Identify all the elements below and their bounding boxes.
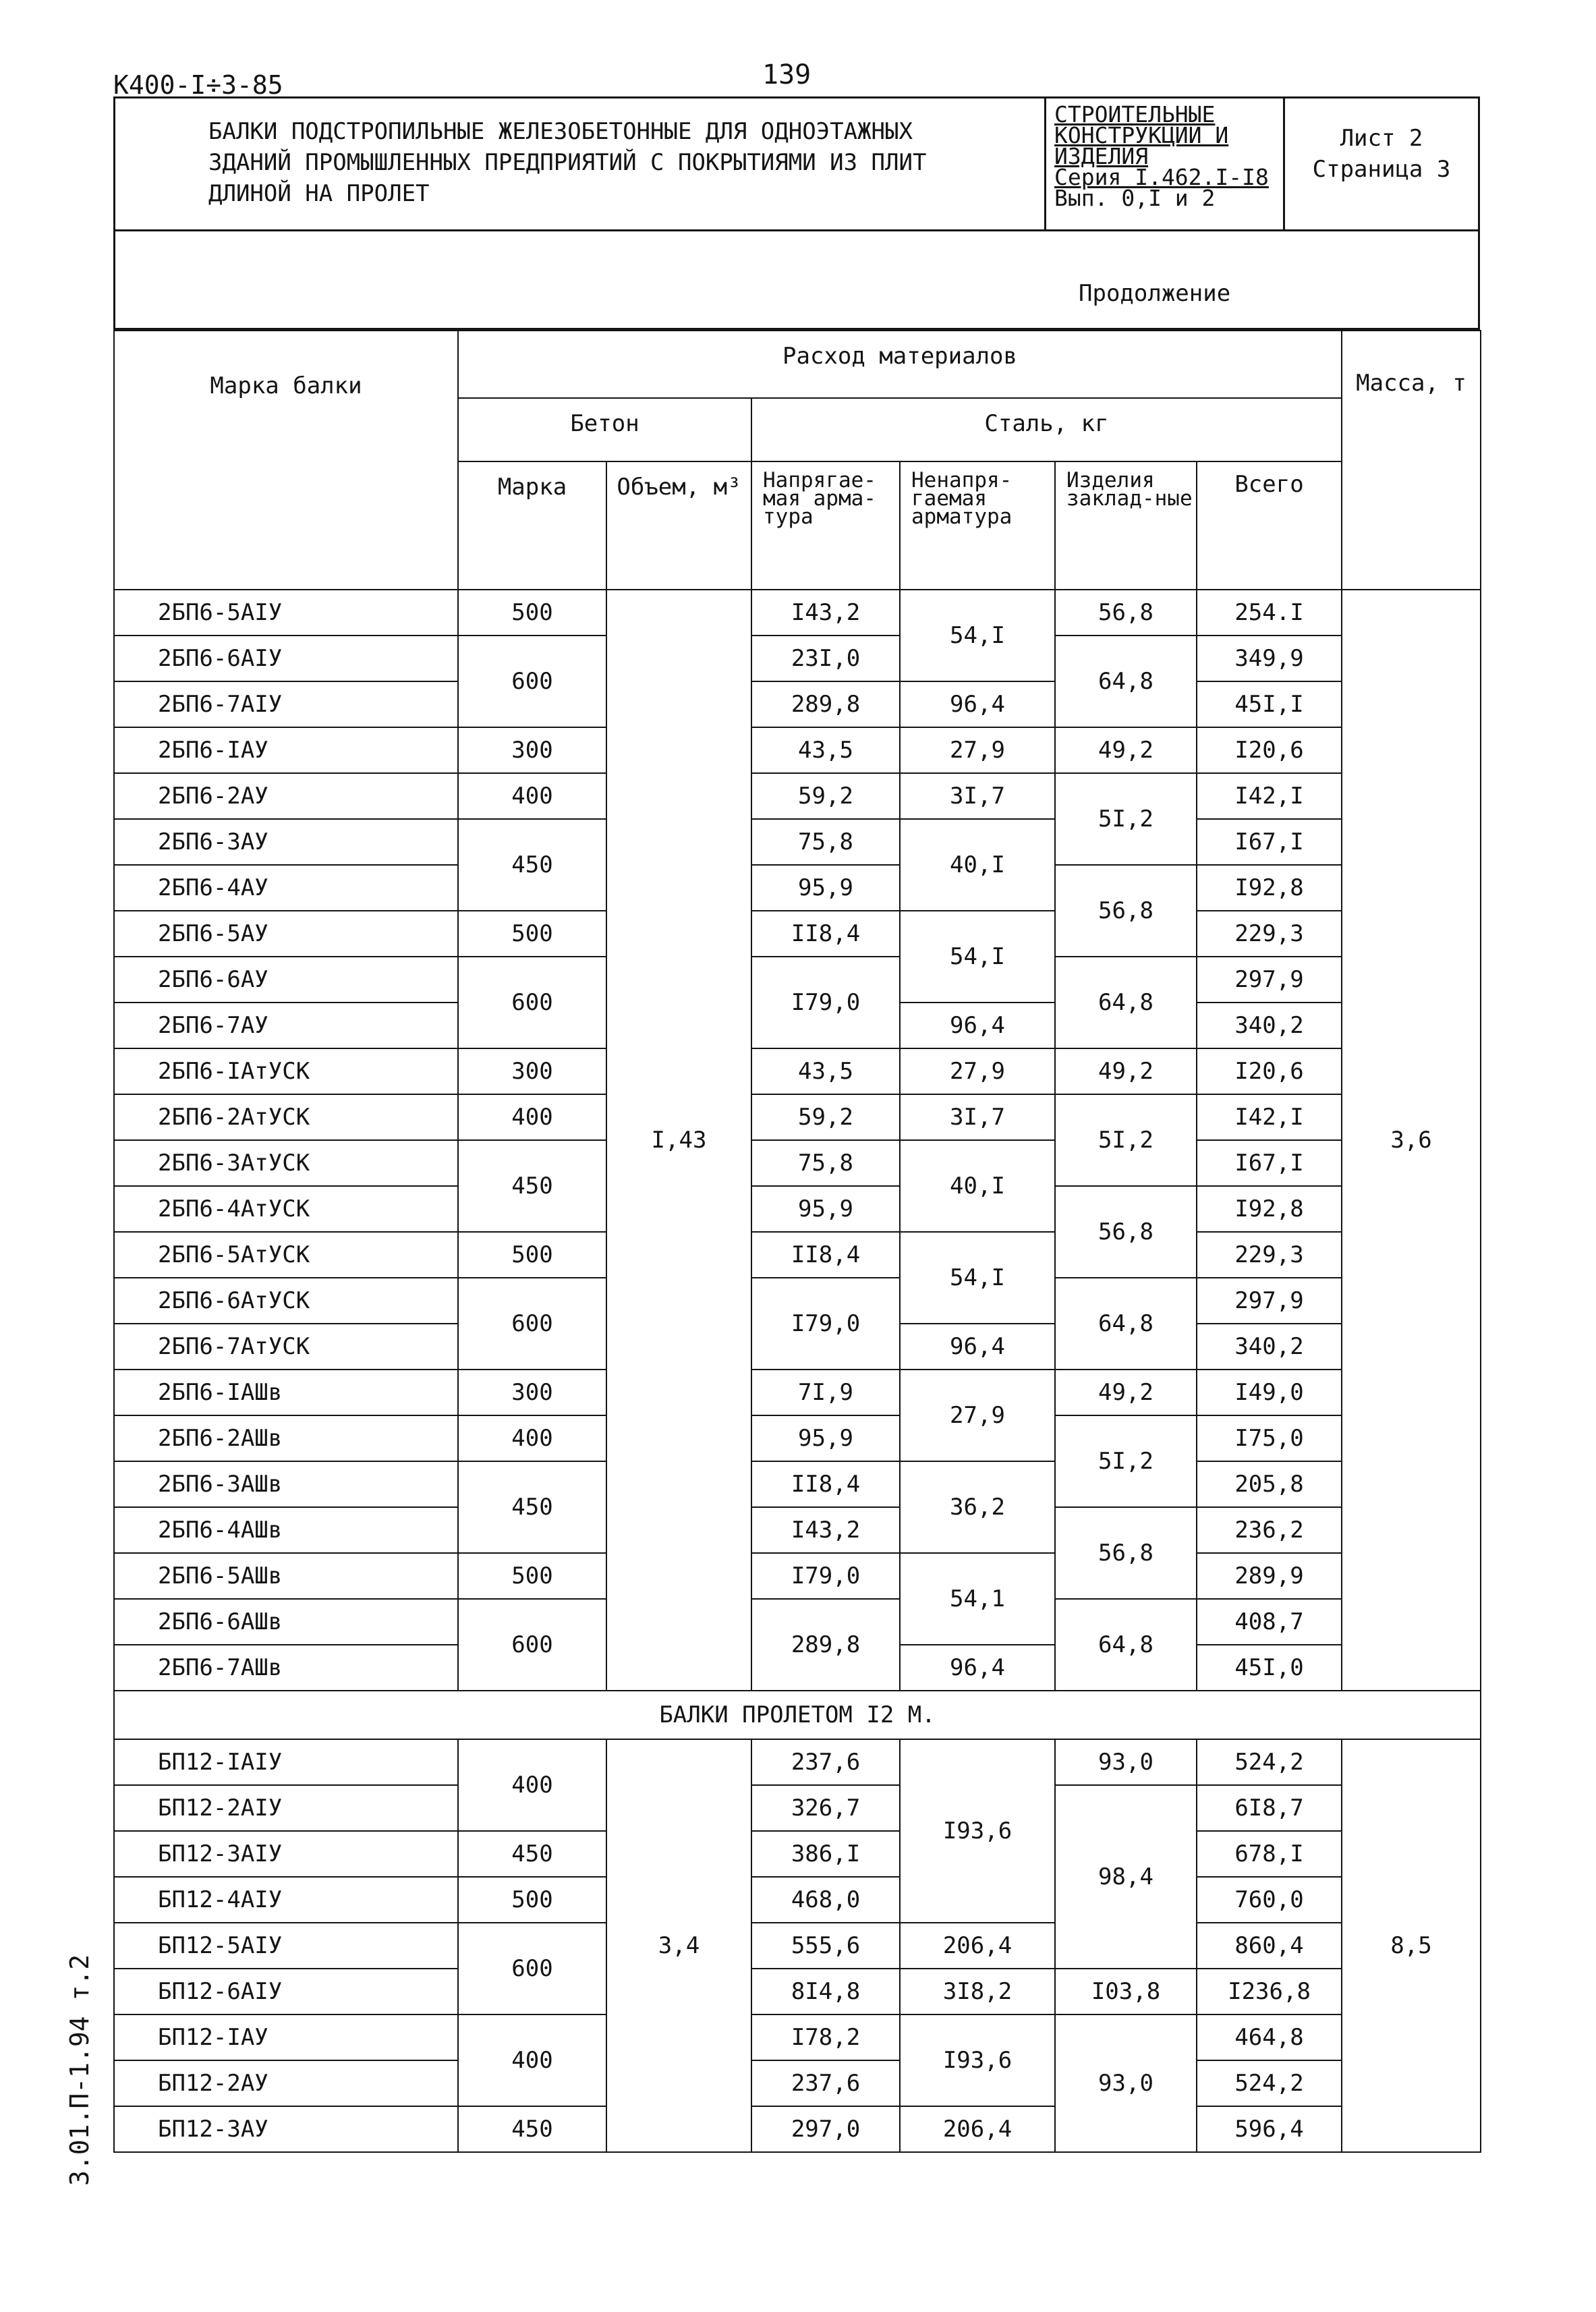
non-prestressed-steel: 96,4 bbox=[900, 681, 1055, 727]
section-row bbox=[114, 1691, 1481, 1739]
header-materials: Расход материалов bbox=[458, 331, 1342, 398]
concrete-grade: 500 bbox=[458, 1553, 606, 1599]
total-steel: 860,4 bbox=[1197, 1923, 1342, 1969]
non-prestressed-steel: 3I,7 bbox=[900, 773, 1055, 819]
total-steel: I92,8 bbox=[1197, 1186, 1342, 1232]
table-row bbox=[114, 681, 1481, 727]
total-steel: 297,9 bbox=[1197, 957, 1342, 1003]
sheet-number: Лист 2 bbox=[1340, 125, 1423, 152]
prestressed-steel: I43,2 bbox=[751, 590, 900, 636]
embedded-steel: 49,2 bbox=[1055, 727, 1197, 773]
table-row bbox=[114, 1370, 1481, 1415]
beam-mark: 2БП6-5АШв bbox=[114, 1553, 458, 1599]
non-prestressed-steel: 54,1 bbox=[900, 1553, 1055, 1645]
beam-mark: 2БП6-5АтУСК bbox=[114, 1232, 458, 1278]
table-row bbox=[114, 1785, 1481, 1831]
total-steel: 229,3 bbox=[1197, 911, 1342, 957]
header-beam-mark: Марка балки bbox=[114, 331, 458, 590]
embedded-steel: 49,2 bbox=[1055, 1370, 1197, 1415]
concrete-grade: 300 bbox=[458, 727, 606, 773]
section-title-12m: БАЛКИ ПРОЛЕТОМ I2 М. bbox=[114, 1691, 1481, 1739]
beam-mass: 3,6 bbox=[1342, 590, 1481, 1691]
beam-mark: 2БП6-7АтУСК bbox=[114, 1324, 458, 1370]
total-steel: 236,2 bbox=[1197, 1507, 1342, 1553]
total-steel: I75,0 bbox=[1197, 1415, 1342, 1461]
prestressed-steel: I43,2 bbox=[751, 1507, 900, 1553]
concrete-grade: 600 bbox=[458, 957, 606, 1048]
beam-mark: БП12-3АIУ bbox=[114, 1831, 458, 1877]
beam-mark: 2БП6-7АIУ bbox=[114, 681, 458, 727]
header-concrete: Бетон bbox=[458, 398, 751, 461]
prestressed-steel: I78,2 bbox=[751, 2014, 900, 2060]
beam-mark: 2БП6-4АтУСК bbox=[114, 1186, 458, 1232]
embedded-steel: 64,8 bbox=[1055, 636, 1197, 727]
table-row bbox=[114, 1923, 1481, 1969]
total-steel: 229,3 bbox=[1197, 1232, 1342, 1278]
concrete-volume: I,43 bbox=[606, 590, 751, 1691]
header-mass: Масса, т bbox=[1342, 331, 1481, 590]
non-prestressed-steel: 54,I bbox=[900, 590, 1055, 681]
prestressed-steel: 95,9 bbox=[751, 865, 900, 911]
prestressed-steel: I79,0 bbox=[751, 1553, 900, 1599]
concrete-grade: 300 bbox=[458, 1370, 606, 1415]
page-number: 139 bbox=[762, 59, 811, 90]
series-line: КОНСТРУКЦИИ И bbox=[1054, 122, 1229, 148]
non-prestressed-steel: 27,9 bbox=[900, 1048, 1055, 1094]
page-label: Страница 3 bbox=[1312, 156, 1451, 183]
concrete-grade: 450 bbox=[458, 2106, 606, 2152]
total-steel: 408,7 bbox=[1197, 1599, 1342, 1645]
concrete-grade: 600 bbox=[458, 1278, 606, 1370]
prestressed-steel: 95,9 bbox=[751, 1415, 900, 1461]
beam-mark: 2БП6-IАУ bbox=[114, 727, 458, 773]
total-steel: 45I,I bbox=[1197, 681, 1342, 727]
beam-mark: БП12-2АУ bbox=[114, 2060, 458, 2106]
non-prestressed-steel: 40,I bbox=[900, 1140, 1055, 1232]
prestressed-steel: I79,0 bbox=[751, 1278, 900, 1370]
non-prestressed-steel: I93,6 bbox=[900, 2014, 1055, 2106]
beam-mark: 2БП6-7АУ bbox=[114, 1003, 458, 1048]
prestressed-steel: 59,2 bbox=[751, 1094, 900, 1140]
total-steel: I42,I bbox=[1197, 773, 1342, 819]
non-prestressed-steel: 3I,7 bbox=[900, 1094, 1055, 1140]
beam-mark: БП12-4АIУ bbox=[114, 1877, 458, 1923]
concrete-grade: 400 bbox=[458, 773, 606, 819]
embedded-steel: I03,8 bbox=[1055, 1969, 1197, 2014]
beam-mark: 2БП6-4АУ bbox=[114, 865, 458, 911]
non-prestressed-steel: 40,I bbox=[900, 819, 1055, 911]
concrete-grade: 500 bbox=[458, 911, 606, 957]
non-prestressed-steel: 27,9 bbox=[900, 727, 1055, 773]
prestressed-steel: 75,8 bbox=[751, 1140, 900, 1186]
beam-mark: 2БП6-6АIУ bbox=[114, 636, 458, 681]
table-row bbox=[114, 2060, 1481, 2106]
table-row bbox=[114, 1877, 1481, 1923]
total-steel: 45I,0 bbox=[1197, 1645, 1342, 1691]
table-row bbox=[114, 1140, 1481, 1186]
non-prestressed-steel: 36,2 bbox=[900, 1461, 1055, 1553]
prestressed-steel: 297,0 bbox=[751, 2106, 900, 2152]
embedded-steel: 93,0 bbox=[1055, 1739, 1197, 1785]
header-prestressed: Напрягае-мая арма-тура bbox=[751, 461, 900, 590]
beam-mark: 2БП6-2АШв bbox=[114, 1415, 458, 1461]
table-row bbox=[114, 1553, 1481, 1599]
table-row bbox=[114, 2014, 1481, 2060]
header-concrete-grade: Марка bbox=[458, 461, 606, 590]
document-title bbox=[115, 98, 1046, 229]
table-row bbox=[114, 1094, 1481, 1140]
non-prestressed-steel: 96,4 bbox=[900, 1645, 1055, 1691]
prestressed-steel: 237,6 bbox=[751, 1739, 900, 1785]
total-steel: 340,2 bbox=[1197, 1003, 1342, 1048]
prestressed-steel: 237,6 bbox=[751, 2060, 900, 2106]
title-line: ДЛИНОЙ НА ПРОЛЕТ bbox=[208, 180, 430, 207]
total-steel: I20,6 bbox=[1197, 1048, 1342, 1094]
side-document-code: 3.01.П-1.94 т.2 bbox=[65, 1954, 94, 2186]
total-steel: 6I8,7 bbox=[1197, 1785, 1342, 1831]
beam-mark: БП12-IАIУ bbox=[114, 1739, 458, 1785]
prestressed-steel: II8,4 bbox=[751, 911, 900, 957]
header-volume: Объем, м³ bbox=[606, 461, 751, 590]
total-steel: 297,9 bbox=[1197, 1278, 1342, 1324]
table-row bbox=[114, 1599, 1481, 1645]
concrete-volume: 3,4 bbox=[606, 1739, 751, 2152]
materials-table bbox=[113, 330, 1480, 2153]
header-embedded: Изделия заклад-ные bbox=[1055, 461, 1197, 590]
prestressed-steel: 59,2 bbox=[751, 773, 900, 819]
continuation-label: Продолжение bbox=[1079, 280, 1231, 307]
prestressed-steel: 468,0 bbox=[751, 1877, 900, 1923]
prestressed-steel: 23I,0 bbox=[751, 636, 900, 681]
embedded-steel: 5I,2 bbox=[1055, 1094, 1197, 1186]
prestressed-steel: 289,8 bbox=[751, 681, 900, 727]
concrete-grade: 450 bbox=[458, 1140, 606, 1232]
total-steel: I67,I bbox=[1197, 819, 1342, 865]
concrete-grade: 600 bbox=[458, 1923, 606, 2014]
prestressed-steel: 43,5 bbox=[751, 727, 900, 773]
non-prestressed-steel: I93,6 bbox=[900, 1739, 1055, 1923]
embedded-steel: 49,2 bbox=[1055, 1048, 1197, 1094]
non-prestressed-steel: 3I8,2 bbox=[900, 1969, 1055, 2014]
total-steel: 524,2 bbox=[1197, 2060, 1342, 2106]
series-info bbox=[1046, 98, 1285, 229]
prestressed-steel: 8I4,8 bbox=[751, 1969, 900, 2014]
concrete-grade: 450 bbox=[458, 1461, 606, 1553]
prestressed-steel: II8,4 bbox=[751, 1232, 900, 1278]
prestressed-steel: II8,4 bbox=[751, 1461, 900, 1507]
total-steel: 349,9 bbox=[1197, 636, 1342, 681]
concrete-grade: 600 bbox=[458, 636, 606, 727]
table-row bbox=[114, 1831, 1481, 1877]
header-non-prestressed: Ненапря-гаемая арматура bbox=[900, 461, 1055, 590]
concrete-grade: 450 bbox=[458, 819, 606, 911]
embedded-steel: 98,4 bbox=[1055, 1785, 1197, 1969]
prestressed-steel: 43,5 bbox=[751, 1048, 900, 1094]
non-prestressed-steel: 96,4 bbox=[900, 1003, 1055, 1048]
beam-mark: 2БП6-6АШв bbox=[114, 1599, 458, 1645]
total-steel: I92,8 bbox=[1197, 865, 1342, 911]
title-line: ЗДАНИЙ ПРОМЫШЛЕННЫХ ПРЕДПРИЯТИЙ С ПОКРЫТИЯМИ ИЗ ПЛИТ bbox=[208, 149, 927, 176]
embedded-steel: 56,8 bbox=[1055, 590, 1197, 636]
total-steel: I236,8 bbox=[1197, 1969, 1342, 2014]
non-prestressed-steel: 96,4 bbox=[900, 1324, 1055, 1370]
header-total: Всего bbox=[1197, 461, 1342, 590]
embedded-steel: 56,8 bbox=[1055, 1507, 1197, 1599]
total-steel: 289,9 bbox=[1197, 1553, 1342, 1599]
table-row bbox=[114, 1186, 1481, 1232]
beam-mark: 2БП6-4АШв bbox=[114, 1507, 458, 1553]
total-steel: 205,8 bbox=[1197, 1461, 1342, 1507]
table-row bbox=[114, 1739, 1481, 1785]
embedded-steel: 93,0 bbox=[1055, 2014, 1197, 2152]
concrete-grade: 400 bbox=[458, 1415, 606, 1461]
beam-mark: БП12-6АIУ bbox=[114, 1969, 458, 2014]
concrete-grade: 450 bbox=[458, 1831, 606, 1877]
embedded-steel: 56,8 bbox=[1055, 865, 1197, 957]
series-line: СТРОИТЕЛЬНЫЕ bbox=[1054, 101, 1216, 128]
beam-mark: 2БП6-IАШв bbox=[114, 1370, 458, 1415]
table-row bbox=[114, 2106, 1481, 2152]
table-row bbox=[114, 1232, 1481, 1278]
prestressed-steel: I79,0 bbox=[751, 957, 900, 1048]
total-steel: I42,I bbox=[1197, 1094, 1342, 1140]
non-prestressed-steel: 27,9 bbox=[900, 1370, 1055, 1461]
prestressed-steel: 289,8 bbox=[751, 1599, 900, 1691]
concrete-grade: 400 bbox=[458, 1739, 606, 1831]
non-prestressed-steel: 206,4 bbox=[900, 1923, 1055, 1969]
series-line: Вып. 0,I и 2 bbox=[1054, 185, 1216, 211]
prestressed-steel: 75,8 bbox=[751, 819, 900, 865]
title-line: БАЛКИ ПОДСТРОПИЛЬНЫЕ ЖЕЛЕЗОБЕТОННЫЕ ДЛЯ ОДНОЭТАЖНЫХ bbox=[208, 118, 913, 145]
header-steel: Сталь, кг bbox=[751, 398, 1342, 461]
non-prestressed-steel: 54,I bbox=[900, 911, 1055, 1003]
beam-mark: 2БП6-2АтУСК bbox=[114, 1094, 458, 1140]
series-line: Серия I.462.I-I8 bbox=[1054, 164, 1269, 190]
table-row bbox=[114, 911, 1481, 957]
beam-mass: 8,5 bbox=[1342, 1739, 1481, 2152]
total-steel: 464,8 bbox=[1197, 2014, 1342, 2060]
table-row bbox=[114, 1969, 1481, 2014]
concrete-grade: 400 bbox=[458, 2014, 606, 2106]
beam-mark: 2БП6-IАтУСК bbox=[114, 1048, 458, 1094]
beam-mark: 2БП6-5АУ bbox=[114, 911, 458, 957]
total-steel: I49,0 bbox=[1197, 1370, 1342, 1415]
table-row bbox=[114, 636, 1481, 681]
total-steel: 596,4 bbox=[1197, 2106, 1342, 2152]
prestressed-steel: 7I,9 bbox=[751, 1370, 900, 1415]
table-row bbox=[114, 1461, 1481, 1507]
beam-mark: 2БП6-3АШв bbox=[114, 1461, 458, 1507]
embedded-steel: 64,8 bbox=[1055, 1278, 1197, 1370]
table-row bbox=[114, 1507, 1481, 1553]
beam-mark: 2БП6-5АIУ bbox=[114, 590, 458, 636]
document-code: К400-I÷3-85 bbox=[113, 70, 283, 100]
table-row bbox=[114, 1278, 1481, 1324]
concrete-grade: 600 bbox=[458, 1599, 606, 1691]
beam-mark: 2БП6-3АтУСК bbox=[114, 1140, 458, 1186]
table-row bbox=[114, 819, 1481, 865]
table-row bbox=[114, 1415, 1481, 1461]
embedded-steel: 64,8 bbox=[1055, 1599, 1197, 1691]
concrete-grade: 300 bbox=[458, 1048, 606, 1094]
beam-mark: 2БП6-6АтУСК bbox=[114, 1278, 458, 1324]
materials-grid bbox=[113, 330, 1481, 2153]
series-line: ИЗДЕЛИЯ bbox=[1054, 143, 1149, 169]
beam-mark: 2БП6-2АУ bbox=[114, 773, 458, 819]
beam-mark: 2БП6-6АУ bbox=[114, 957, 458, 1003]
concrete-grade: 500 bbox=[458, 590, 606, 636]
concrete-grade: 400 bbox=[458, 1094, 606, 1140]
table-row bbox=[114, 865, 1481, 911]
non-prestressed-steel: 54,I bbox=[900, 1232, 1055, 1324]
prestressed-steel: 555,6 bbox=[751, 1923, 900, 1969]
total-steel: 254.I bbox=[1197, 590, 1342, 636]
total-steel: 340,2 bbox=[1197, 1324, 1342, 1370]
prestressed-steel: 95,9 bbox=[751, 1186, 900, 1232]
prestressed-steel: 386,I bbox=[751, 1831, 900, 1877]
prestressed-steel: 326,7 bbox=[751, 1785, 900, 1831]
table-row bbox=[114, 727, 1481, 773]
table-row bbox=[114, 773, 1481, 819]
embedded-steel: 64,8 bbox=[1055, 957, 1197, 1048]
embedded-steel: 5I,2 bbox=[1055, 1415, 1197, 1507]
non-prestressed-steel: 206,4 bbox=[900, 2106, 1055, 2152]
sheet-info bbox=[1285, 98, 1478, 229]
beam-mark: 2БП6-3АУ bbox=[114, 819, 458, 865]
embedded-steel: 56,8 bbox=[1055, 1186, 1197, 1278]
embedded-steel: 5I,2 bbox=[1055, 773, 1197, 865]
concrete-grade: 500 bbox=[458, 1877, 606, 1923]
total-steel: 524,2 bbox=[1197, 1739, 1342, 1785]
total-steel: 678,I bbox=[1197, 1831, 1342, 1877]
concrete-grade: 500 bbox=[458, 1232, 606, 1278]
table-row bbox=[114, 957, 1481, 1003]
title-block bbox=[113, 96, 1480, 231]
beam-mark: БП12-IАУ bbox=[114, 2014, 458, 2060]
beam-mark: БП12-3АУ bbox=[114, 2106, 458, 2152]
table-row bbox=[114, 1048, 1481, 1094]
total-steel: I67,I bbox=[1197, 1140, 1342, 1186]
beam-mark: БП12-2АIУ bbox=[114, 1785, 458, 1831]
total-steel: 760,0 bbox=[1197, 1877, 1342, 1923]
table-row bbox=[114, 590, 1481, 636]
beam-mark: 2БП6-7АШв bbox=[114, 1645, 458, 1691]
continuation-box bbox=[113, 231, 1480, 330]
beam-mark: БП12-5АIУ bbox=[114, 1923, 458, 1969]
total-steel: I20,6 bbox=[1197, 727, 1342, 773]
